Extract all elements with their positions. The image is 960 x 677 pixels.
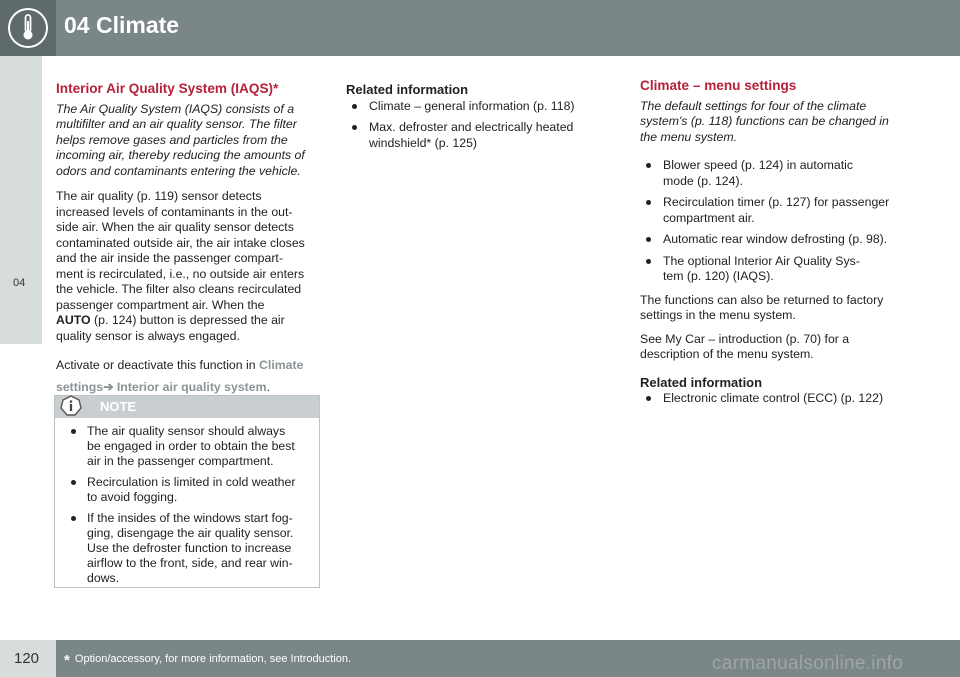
watermark: carmanualsonline.info: [712, 653, 904, 674]
activate-text: Activate or deactivate this function in: [56, 358, 256, 372]
note-line: Use the defroster function to increase: [87, 541, 292, 555]
note-line: ging, disengage the air quality sensor.: [87, 526, 294, 540]
related-info-heading: Related information: [346, 82, 469, 97]
menu-settings-list: [640, 158, 925, 285]
info-icon: [59, 394, 83, 418]
list-item: [65, 424, 315, 469]
setting-line: compartment air.: [663, 210, 755, 225]
list-item: [640, 158, 925, 189]
intro-line: multifilter and an air quality sensor. The filter: [56, 117, 297, 131]
body-line: increased levels of contaminants in the out-: [56, 204, 293, 219]
body-line: settings in the menu system.: [640, 308, 796, 322]
intro-line: The default settings for four of the climate: [640, 98, 867, 113]
footer-note-text: Option/accessory, for more information, see Introduction.: [74, 653, 352, 665]
list-item: [640, 254, 925, 285]
body-line: [56, 313, 326, 329]
factory-reset-paragraph: [640, 293, 925, 324]
iaqs-intro: [56, 102, 326, 180]
body-line: contaminated outside air, the air intake closes: [56, 235, 305, 250]
list-item: [640, 195, 925, 226]
menu-path-climate[interactable]: Climate: [259, 358, 304, 372]
right-column: [640, 78, 925, 407]
body-line: The air quality (p. 119) sensor detects: [56, 189, 262, 203]
body-text: (p. 124) button is depressed the air: [94, 313, 285, 327]
asterisk-mark: *: [64, 652, 70, 669]
intro-line: system's (p. 118) functions can be changed in: [640, 114, 889, 128]
note-line: Recirculation is limited in cold weather: [87, 475, 296, 489]
page-number-box: [0, 640, 56, 677]
related-link[interactable]: Electronic climate control (ECC) (p. 122): [663, 391, 884, 405]
note-line: air in the passenger compartment.: [87, 454, 274, 468]
note-header: [55, 396, 319, 418]
note-line: dows.: [87, 571, 120, 585]
chapter-title: 04 Climate: [64, 12, 180, 38]
menu-arrow-icon: ➔: [103, 380, 114, 394]
chapter-header: [0, 0, 960, 56]
related-link[interactable]: Max. defroster and electrically heated: [369, 120, 574, 134]
list-item: [65, 475, 315, 505]
menu-settings-intro: [640, 99, 925, 146]
related-info-heading-right: Related information: [640, 374, 763, 390]
footer-option-note: [64, 652, 351, 669]
setting-line: Automatic rear window defrosting (p. 98).: [663, 232, 888, 246]
related-info-list-right: [640, 391, 925, 407]
intro-line: odors and contaminants entering the vehicle.: [56, 163, 301, 178]
list-item[interactable]: [640, 391, 925, 407]
body-line: side air. When the air quality sensor detects: [56, 220, 294, 234]
list-item[interactable]: [346, 120, 596, 151]
note-line: to avoid fogging.: [87, 490, 178, 504]
body-line: the vehicle. The filter also cleans recirculated: [56, 282, 302, 296]
intro-line: The Air Quality System (IAQS) consists of a: [56, 101, 295, 116]
menu-path-interior-air-quality[interactable]: Interior air quality system: [116, 380, 267, 394]
body-line: passenger compartment air. When the: [56, 297, 265, 312]
note-box: [54, 395, 320, 588]
related-link[interactable]: Climate – general information (p. 118): [369, 98, 575, 113]
list-item[interactable]: [346, 99, 596, 115]
menu-settings-heading: Climate – menu settings: [640, 78, 797, 93]
chapter-side-tab: [0, 56, 42, 344]
intro-line: incoming air, thereby reducing the amounts of: [56, 148, 305, 162]
body-line: description of the menu system.: [640, 347, 814, 361]
note-line: The air quality sensor should always: [87, 424, 286, 438]
side-tab-label: 04: [13, 277, 26, 289]
page-number: 120: [14, 650, 40, 667]
related-info-list: [346, 99, 596, 152]
note-line: airflow to the front, side, and rear win-: [87, 556, 293, 570]
list-item: [640, 232, 925, 248]
body-line: The functions can also be returned to factory: [640, 292, 884, 307]
body-line: and the air inside the passenger compart-: [56, 251, 283, 265]
setting-line: Recirculation timer (p. 127) for passenger: [663, 195, 890, 209]
setting-line: tem (p. 120) (IAQS).: [663, 269, 774, 283]
intro-line: the menu system.: [640, 129, 738, 144]
middle-column: [346, 82, 596, 151]
note-line: be engaged in order to obtain the best: [87, 439, 295, 453]
body-line: quality sensor is always engaged.: [56, 328, 240, 343]
related-link[interactable]: windshield* (p. 125): [369, 135, 478, 150]
thermometer-icon-box: [0, 0, 56, 56]
activate-instruction: [56, 354, 326, 398]
body-line: ment is recirculated, i.e., no outside air enters: [56, 266, 305, 281]
note-line: If the insides of the windows start fog-: [87, 511, 293, 525]
menu-path-settings[interactable]: settings: [56, 380, 104, 394]
intro-line: helps remove gases and particles from the: [56, 132, 288, 147]
setting-line: Blower speed (p. 124) in automatic: [663, 158, 854, 172]
note-title: NOTE: [100, 399, 137, 414]
setting-line: The optional Interior Air Quality Sys-: [663, 253, 860, 268]
thermometer-icon: [6, 6, 50, 50]
iaqs-body: [56, 189, 326, 344]
note-list: [65, 424, 315, 592]
body-line: See My Car – introduction (p. 70) for a: [640, 331, 850, 346]
setting-line: mode (p. 124).: [663, 173, 743, 188]
my-car-paragraph: [640, 332, 925, 363]
section-heading-iaqs: Interior Air Quality System (IAQS)*: [56, 81, 279, 96]
auto-button-label: AUTO: [56, 313, 91, 327]
menu-suffix: .: [266, 380, 270, 394]
left-column: [56, 81, 326, 398]
list-item: [65, 511, 315, 586]
